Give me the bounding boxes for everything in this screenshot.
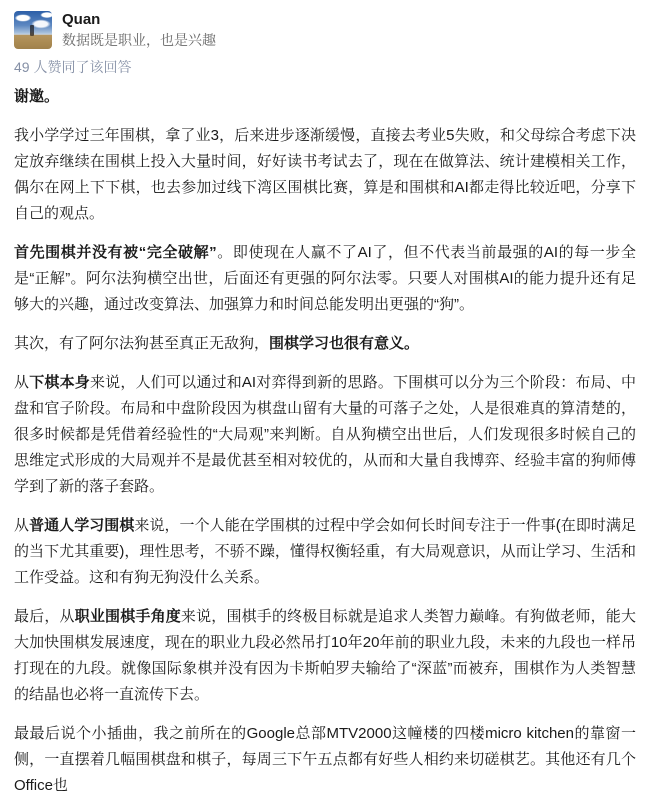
text-segment: 最最后说个小插曲，我之前所在的Google总部MTV2000这幢楼的四楼micro kitchen的靠窗一侧，一直摆着几幅围棋盘和棋子，每周三下午五点都有好些人相约来切磋棋艺。其他还有几个Office也 [14,725,636,794]
author-header [14,10,636,49]
avatar-person-figure [30,25,34,36]
author-name[interactable]: Quan [62,11,101,28]
text-segment: 从 [14,517,30,534]
paragraph [14,84,636,110]
text-segment-bold: 下棋本身 [29,374,90,391]
paragraph [14,604,636,708]
text-segment: 最后，从 [14,608,75,625]
paragraph [14,513,636,591]
paragraph [14,721,636,799]
text-segment: 来说，人们可以通过和AI对弈得到新的思路。下围棋可以分为三个阶段：布局、中盘和官子阶段。布局和中盘阶段因为棋盘山留有大量的可落子之处，人是很难真的算清楚的，很多时候都是凭借着经验性的“大局观”来判断。自从狗横空出世后，人们发现很多时候自己的思维定式形成的大局观并不是最优甚至相对较优的，从而和大量自我博弈、经验丰富的狗师傅学到了新的落子套路。 [14,374,636,495]
avatar[interactable] [14,11,52,49]
paragraph [14,370,636,500]
text-segment: 从 [14,374,30,391]
text-segment-bold: 普通人学习围棋 [29,517,135,534]
text-segment: 其次，有了阿尔法狗甚至真正无敌狗， [14,335,270,352]
text-segment-bold: 首先围棋并没有被“完全破解” [14,244,217,261]
paragraph [14,123,636,227]
text-segment: 。即使现在人赢不了AI了，但不代表当前最强的AI的每一步全是“正解”。阿尔法狗横空出世，后面还有更强的阿尔法零。只要人对围棋AI的能力提升还有足够大的兴趣，通过改变算法、加强算力和时间总能发明出更强的“狗”。 [14,244,636,313]
answer-body [14,84,636,799]
paragraph [14,240,636,318]
text-segment: 来说，围棋手的终极目标就是追求人类智力巅峰。有狗做老师，能大大加快围棋发展速度，现在的职业九段必然吊打10年20年前的职业九段，未来的九段也一样吊打现在的九段。就像国际象棋并没有因为卡斯帕罗夫输给了“深蓝”而被弃，围棋作为人类智慧的结晶也必将一直流传下去。 [14,608,636,703]
text-segment-bold: 职业围棋手角度 [74,608,181,625]
text-segment: 来说，一个人能在学围棋的过程中学会如何长时间专注于一件事(在即时满足的当下尤其重要)，理性思考，不骄不躁，懂得权衡轻重，有大局观意识，从而让学习、生活和工作受益。这和有狗无狗没什么关系。 [14,517,636,586]
author-info [62,10,216,49]
text-segment: 我小学学过三年围棋，拿了业3，后来进步逐渐缓慢，直接去考业5失败，和父母综合考虑下决定放弃继续在围棋上投入大量时间，好好读书考试去了，现在在做算法、统计建模相关工作，偶尔在网上下下棋，也去参加过线下湾区围棋比赛，算是和围棋和AI都走得比较近吧，分享下自己的观点。 [14,127,636,222]
author-bio: 数据既是职业，也是兴趣 [62,32,216,48]
text-segment-bold: 谢邀。 [14,88,60,105]
upvote-count: 49 人赞同了该回答 [14,59,132,75]
paragraph [14,331,636,357]
text-segment-bold: 围棋学习也很有意义。 [269,335,420,352]
